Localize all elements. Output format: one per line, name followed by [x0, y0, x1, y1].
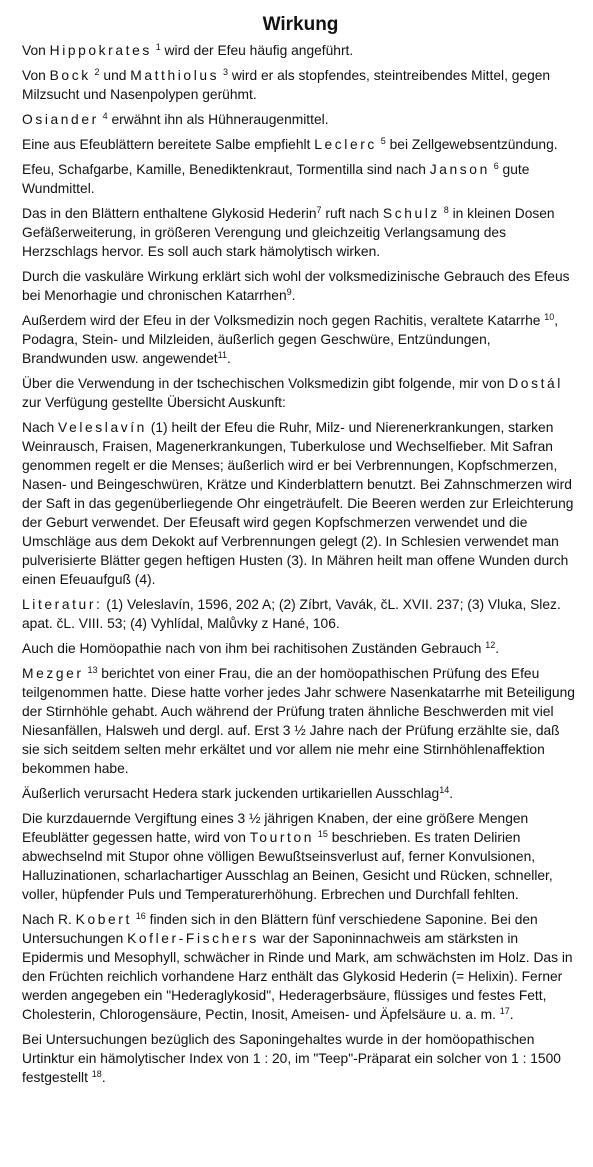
text-run: Über die Verwendung in der tschechischen Volksmedizin gibt folgende, mir von — [22, 376, 509, 391]
footnote-ref: 1 — [155, 42, 161, 52]
footnote-ref: 13 — [87, 665, 98, 675]
footnote-ref: 15 — [317, 829, 328, 839]
paragraph — [22, 809, 579, 904]
text-run: (1) Veleslavín, 1596, 202 A; (2) Zíbrt, Vavák, čL. XVII. 237; (3) Vluka, Slez. apat. čL. VIII. 53; (4) Vyhlídal, Malůvky z Hané, 106. — [22, 597, 561, 631]
spaced-name: Matthiolus — [130, 68, 220, 83]
text-run: . — [101, 1070, 106, 1085]
paragraph — [22, 204, 579, 261]
paragraph — [22, 418, 579, 589]
footnote-ref: 9 — [286, 287, 292, 297]
footnote-ref: 16 — [135, 911, 146, 921]
spaced-name: Dostál — [508, 376, 563, 391]
spaced-name: Mezger — [22, 666, 84, 681]
spaced-name: Osiander — [22, 112, 99, 127]
paragraph — [22, 595, 579, 633]
footnote-ref: 14 — [439, 785, 450, 795]
footnote-ref: 3 — [222, 67, 228, 77]
paragraph — [22, 160, 579, 198]
footnote-ref: 5 — [380, 136, 386, 146]
text-run: bei Zellgewebsentzündung. — [385, 137, 558, 152]
spaced-name: Kofler-Fischers — [127, 931, 259, 946]
text-run: und — [99, 68, 131, 83]
text-run: wird er als stopfendes, steintreibendes Mittel, gegen Milzsucht und Nasenpolypen gerühmt. — [22, 68, 551, 102]
footnote-ref: 6 — [493, 161, 499, 171]
text-run: , Podagra, Stein- und Milzleiden, äußerlich gegen Geschwüre, Entzündungen, Brandwunden usw. angewendet — [22, 313, 559, 366]
paragraph — [22, 910, 579, 1024]
text-run: Nach R. — [22, 912, 76, 927]
spaced-name: Bock — [49, 68, 91, 83]
paragraph — [22, 41, 579, 60]
text-run: . — [449, 786, 454, 801]
footnote-ref: 4 — [102, 111, 108, 121]
text-run: Eine aus Efeublättern bereitete Salbe empfiehlt — [22, 137, 315, 152]
text-run: Äußerlich verursacht Hedera stark juckenden urtikariellen Ausschlag — [22, 786, 440, 801]
footnote-ref: 7 — [316, 205, 322, 215]
spaced-name: Kobert — [75, 912, 132, 927]
footnote-ref: 11 — [217, 350, 227, 360]
text-run: Durch die vaskuläre Wirkung erklärt sich wohl der volksmedizinische Gebrauch des Efeus bei Menorhagie und chronischen Katarrhen — [22, 269, 570, 303]
text-run: Von — [22, 68, 50, 83]
text-run: . — [495, 641, 500, 656]
text-run: Das in den Blättern enthaltene Glykosid Hederin — [22, 206, 317, 221]
text-run: (1) heilt der Efeu die Ruhr, Milz- und Nierenerkrankungen, starken Weinrausch, Fraisen, Magenerkrankungen, Tuberkulose und Wechselfieber. Mit Safran genommen regelt er die Menses; äußerlich wird er bei Verbrennungen, Kopfschmerzen, Nasen- und Beingeschwüren, Krätze und Kinderblattern benutzt. Bei Zahnschmerzen wird der Saft in das gegenüberliegende Ohr eingeträufelt. Die Beeren werden zur Erleichterung der Geburt verwendet. Der Efeusaft wird gegen Kopfschmerzen verwendet und die Umschläge aus dem Dekokt auf Verbrennungen gelegt (2). In Schlesien verwendet man pulverisierte Blätter gegen heftigen Husten (3). In Mähren heilt man offene Wunden durch einen Efeuaufguß (4). — [22, 420, 574, 587]
footnote-ref: 17 — [499, 1006, 510, 1016]
text-run: Außerdem wird der Efeu in der Volksmedizin noch gegen Rachitis, veraltete Katarrhe — [22, 313, 545, 328]
footnote-ref: 2 — [94, 67, 100, 77]
document-body — [22, 41, 579, 1087]
text-run: ruft nach — [321, 206, 383, 221]
paragraph — [22, 135, 579, 154]
footnote-ref: 8 — [443, 205, 449, 215]
spaced-name: Schulz — [382, 206, 440, 221]
text-run: Von — [22, 43, 50, 58]
paragraph — [22, 784, 579, 803]
paragraph — [22, 1030, 579, 1087]
text-run: wird der Efeu häufig angeführt. — [160, 43, 354, 58]
text-run: . — [509, 1007, 514, 1022]
spaced-name: Veleslavín — [58, 420, 147, 435]
text-run: berichtet von einer Frau, die an der homöopathischen Prüfung des Efeu teilgenommen hatte. Diese hatte vorher jedes Jahr schwere Nasenkatarrhe mit Beteiligung der Stirnhöhle gehabt. Auch während der Prüfung traten ähnliche Beschwerden mit viel Niesanfällen, Halsweh und dergl. auf. Erst 3 ½ Jahre nach der Prüfung erzählte sie, daß sie sich seitdem selten mehr erkältet und vor allem nie mehr eine Stirnhöhlenaffektion bekommen habe. — [22, 666, 575, 776]
footnote-ref: 18 — [91, 1069, 102, 1079]
text-run: erwähnt ihn als Hühneraugenmittel. — [107, 112, 329, 127]
text-run: beschrieben. Es traten Delirien abwechselnd mit Stupor ohne völligen Bewußtseinsverlust auf, ferner Konvulsionen, Halluzinationen, scharlachartiger Ausschlag an Beinen, Gesicht und Rücken, schneller, voller, hüpfender Puls und Temperaturerhöhung. Erbrechen und Durchfall fehlten. — [22, 830, 553, 902]
paragraph — [22, 311, 579, 368]
text-run: Nach — [22, 420, 59, 435]
text-run: . — [291, 288, 296, 303]
paragraph — [22, 374, 579, 412]
text-run: in kleinen Dosen Gefäßerweiterung, in größeren Verengung und gleichzeitig Verlangsamung des Herzschlags hervor. Es soll auch stark hämolytisch wirken. — [22, 206, 555, 259]
text-run: Bei Untersuchungen bezüglich des Saponingehaltes wurde in der homöopathischen Urtinktur ein hämolytischer Index von 1 : 20, im "Teep"-Präparat ein solcher von 1 : 1500 festgestellt — [22, 1032, 561, 1085]
paragraph — [22, 664, 579, 778]
paragraph — [22, 66, 579, 104]
spaced-name: Literatur: — [22, 597, 103, 612]
text-run: . — [226, 351, 231, 366]
text-run: gute Wundmittel. — [22, 162, 530, 196]
spaced-name: Leclerc — [314, 137, 377, 152]
text-run: finden sich in den Blättern fünf verschiedene Saponine. Bei den Untersuchungen — [22, 912, 538, 946]
text-run: zur Verfügung gestellte Übersicht Auskunft: — [22, 395, 286, 410]
spaced-name: Janson — [429, 162, 490, 177]
text-run: Auch die Homöopathie nach von ihm bei rachitisohen Zuständen Gebrauch — [22, 641, 486, 656]
text-run: Die kurzdauernde Vergiftung eines 3 ½ jährigen Knaben, der eine größere Mengen Efeublätter gegessen hatte, wird von — [22, 811, 529, 845]
page-title: Wirkung — [262, 14, 339, 35]
paragraph — [22, 110, 579, 129]
spaced-name: Tourton — [249, 830, 315, 845]
footnote-ref: 10 — [544, 312, 555, 322]
text-run: Efeu, Schafgarbe, Kamille, Benediktenkraut, Tormentilla sind nach — [22, 162, 430, 177]
spaced-name: Hippokrates — [49, 43, 152, 58]
text-run: war der Saponinnachweis am stärksten in Epidermis und Mesophyll, schwächer in Rinde und Mark, am schwächsten im Holz. Das in den Früchten reichlich vorhandene Harz enthält das Glykosid Hederin (= Helixin). Ferner werden angegeben ein "Hederaglykosid", Hederagerbsäure, flüssiges und festes Fett, Cholesterin, Chlorogensäure, Pectin, Inosit, Ameisen- und Äpfelsäure u. a. m. — [22, 931, 573, 1022]
footnote-ref: 12 — [485, 640, 496, 650]
paragraph — [22, 639, 579, 658]
paragraph — [22, 267, 579, 305]
